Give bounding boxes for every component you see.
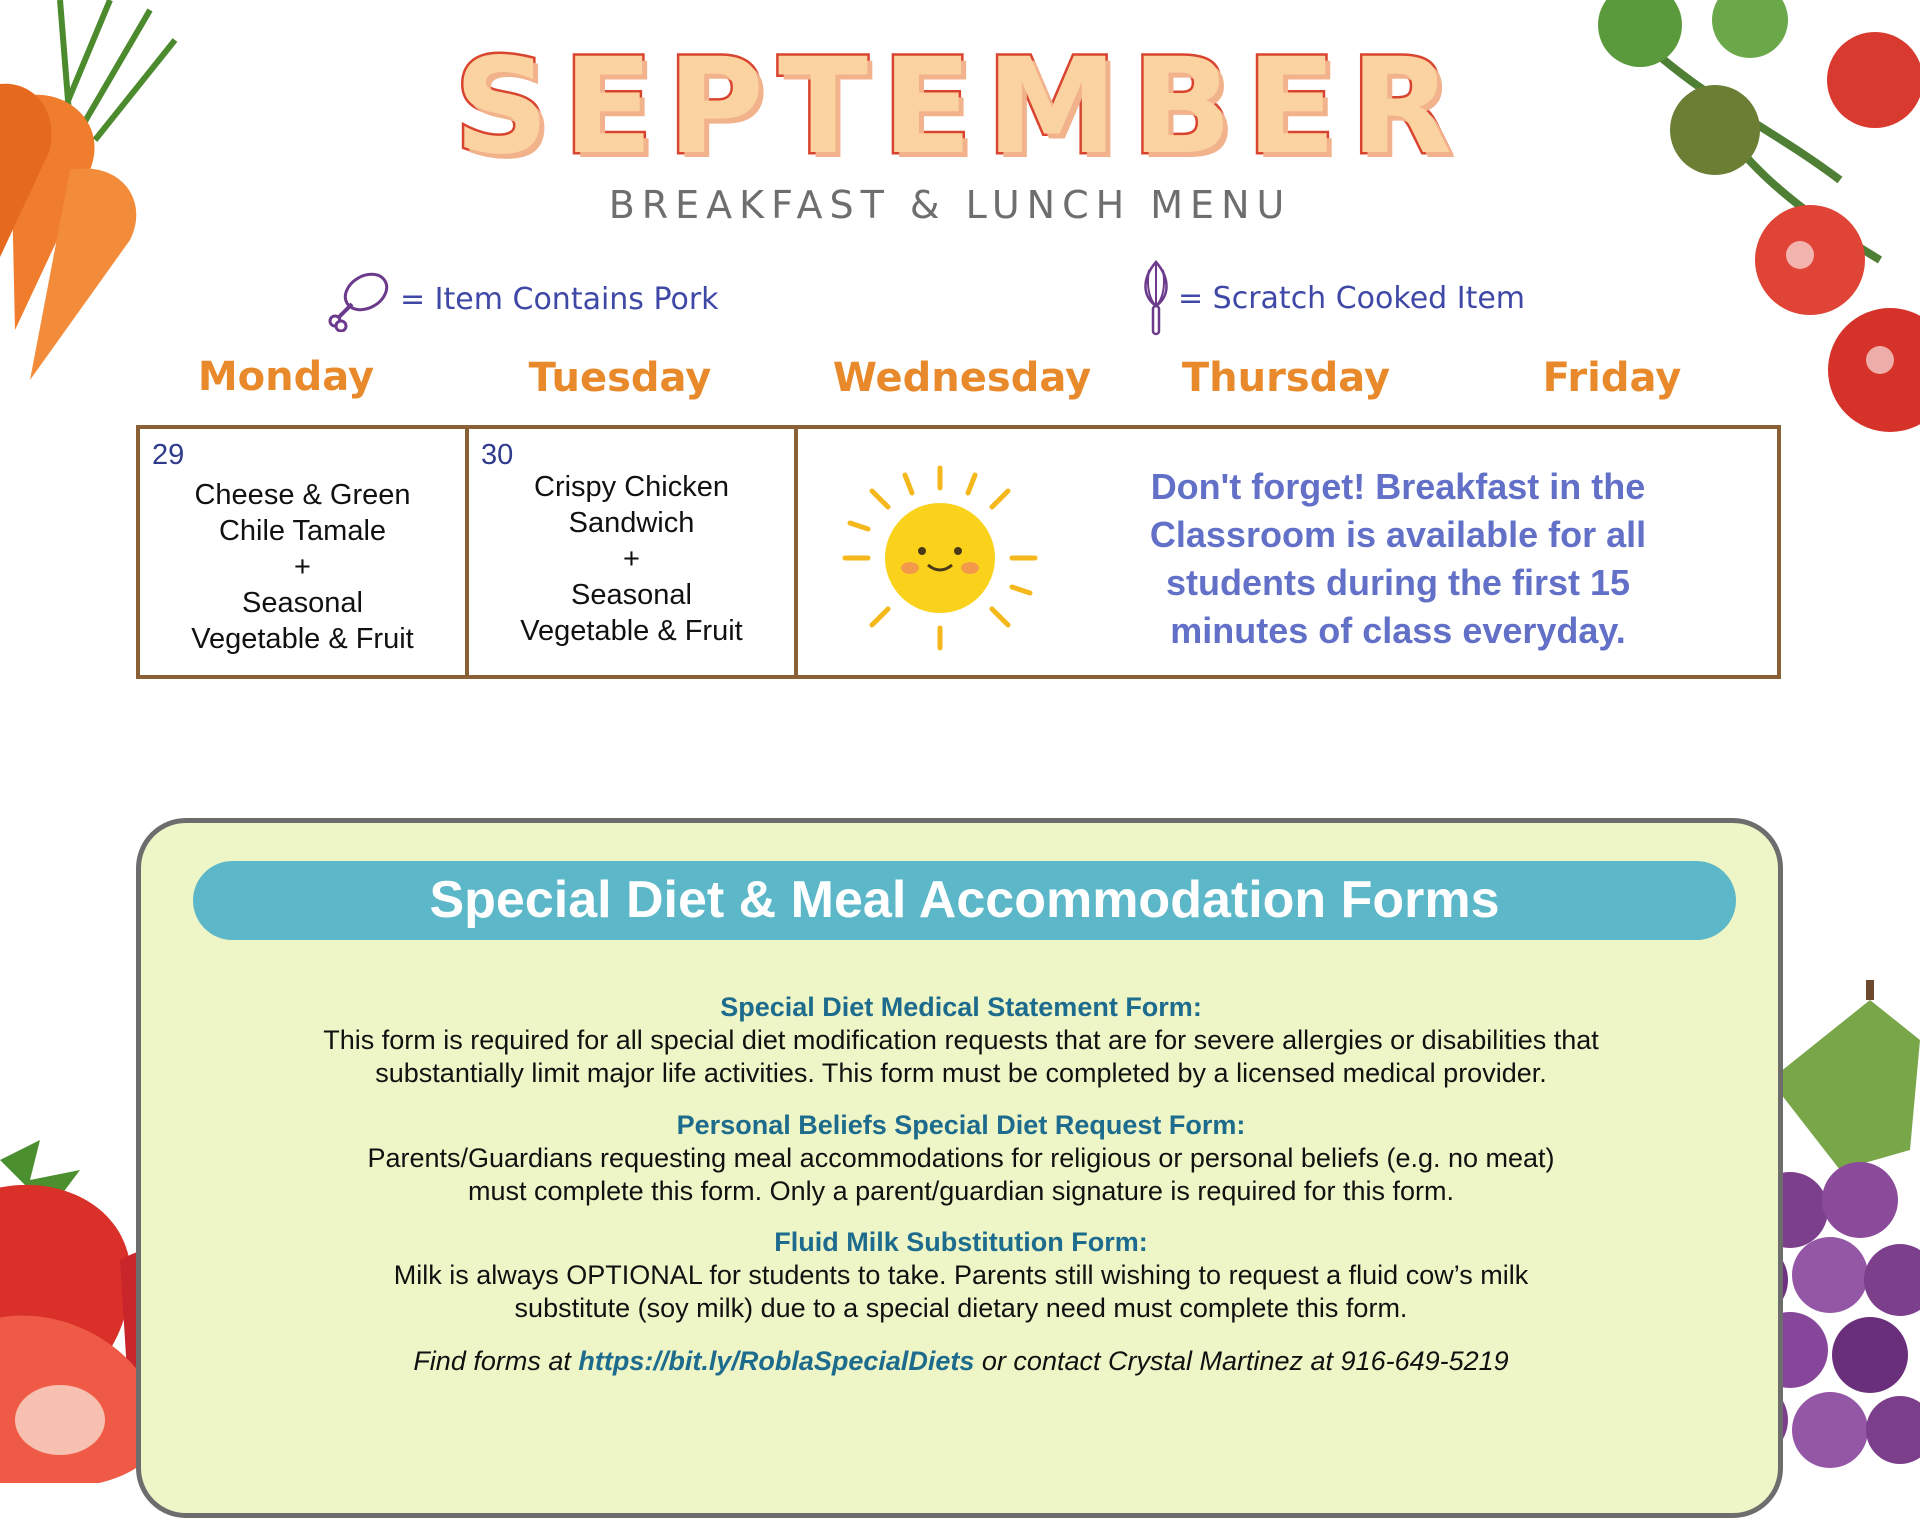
meal-description [469, 469, 794, 649]
meal-line: + [623, 543, 640, 575]
legend-scratch-cooked [1140, 258, 1525, 338]
form-section-medical [161, 991, 1761, 1090]
form-heading: Special Diet Medical Statement Form: [720, 992, 1202, 1022]
day-header-tuesday: Tuesday [528, 355, 712, 401]
footer-prefix: Find forms at [413, 1346, 579, 1376]
day-header-wednesday: Wednesday [832, 355, 1092, 401]
meal-line: Seasonal [571, 579, 692, 611]
page-subtitle: BREAKFAST & LUNCH MENU [608, 183, 1292, 227]
form-heading: Personal Beliefs Special Diet Request Form: [676, 1110, 1246, 1140]
footer-suffix: or contact Crystal Martinez at 916-649-5219 [974, 1346, 1509, 1376]
form-text-line: must complete this form. Only a parent/guardian signature is required for this form. [468, 1176, 1454, 1206]
form-heading: Fluid Milk Substitution Form: [774, 1227, 1148, 1257]
form-text-line: Milk is always OPTIONAL for students to take. Parents still wishing to request a fluid cow’s milk [393, 1260, 1529, 1290]
meal-line: Chile Tamale [218, 515, 387, 547]
ham-icon [326, 266, 394, 332]
day-header-thursday: Thursday [1181, 355, 1391, 401]
calendar-day-29 [140, 429, 469, 675]
meal-line: Vegetable & Fruit [191, 623, 414, 655]
special-diet-forms-panel [136, 818, 1783, 1518]
meal-line: Cheese & Green [194, 479, 411, 511]
meal-line: Seasonal [242, 587, 363, 619]
sun-icon [840, 463, 1040, 653]
forms-link[interactable]: https://bit.ly/RoblaSpecialDiets [578, 1346, 975, 1376]
meal-description [140, 477, 465, 657]
form-section-personal-beliefs [161, 1109, 1761, 1208]
form-text-line: This form is required for all special diet modification requests that are for severe allergies or disabilities that [323, 1025, 1599, 1055]
meal-line: Vegetable & Fruit [520, 615, 743, 647]
legend-pork-label: = Item Contains Pork [400, 281, 719, 317]
form-section-fluid-milk [161, 1226, 1761, 1325]
meal-line: Crispy Chicken [534, 471, 729, 503]
day-header-monday: Monday [197, 354, 375, 400]
day-header-friday: Friday [1542, 355, 1682, 401]
menu-calendar [136, 425, 1781, 679]
page-title: SEPTEMBER [454, 30, 1466, 184]
date-label: 30 [481, 439, 514, 471]
whisk-icon [1140, 258, 1172, 338]
form-text-line: Parents/Guardians requesting meal accommodations for religious or personal beliefs (e.g. no meat) [367, 1143, 1555, 1173]
calendar-note-cell [798, 429, 1777, 675]
forms-contact-line [161, 1346, 1761, 1377]
meal-line: Sandwich [568, 507, 695, 539]
legend-scratch-label: = Scratch Cooked Item [1178, 280, 1526, 316]
meal-line: + [294, 551, 311, 583]
legend-pork [326, 266, 719, 332]
forms-banner-title: Special Diet & Meal Accommodation Forms [193, 861, 1736, 940]
form-text-line: substitute (soy milk) due to a special dietary need must complete this form. [514, 1293, 1408, 1323]
form-text-line: substantially limit major life activities. This form must be completed by a licensed medical provider. [375, 1058, 1547, 1088]
date-label: 29 [152, 439, 185, 471]
breakfast-reminder: Don't forget! Breakfast in the Classroom is available for all students during the first 15 minutes of class everyday. [1149, 466, 1647, 651]
calendar-day-30 [469, 429, 798, 675]
